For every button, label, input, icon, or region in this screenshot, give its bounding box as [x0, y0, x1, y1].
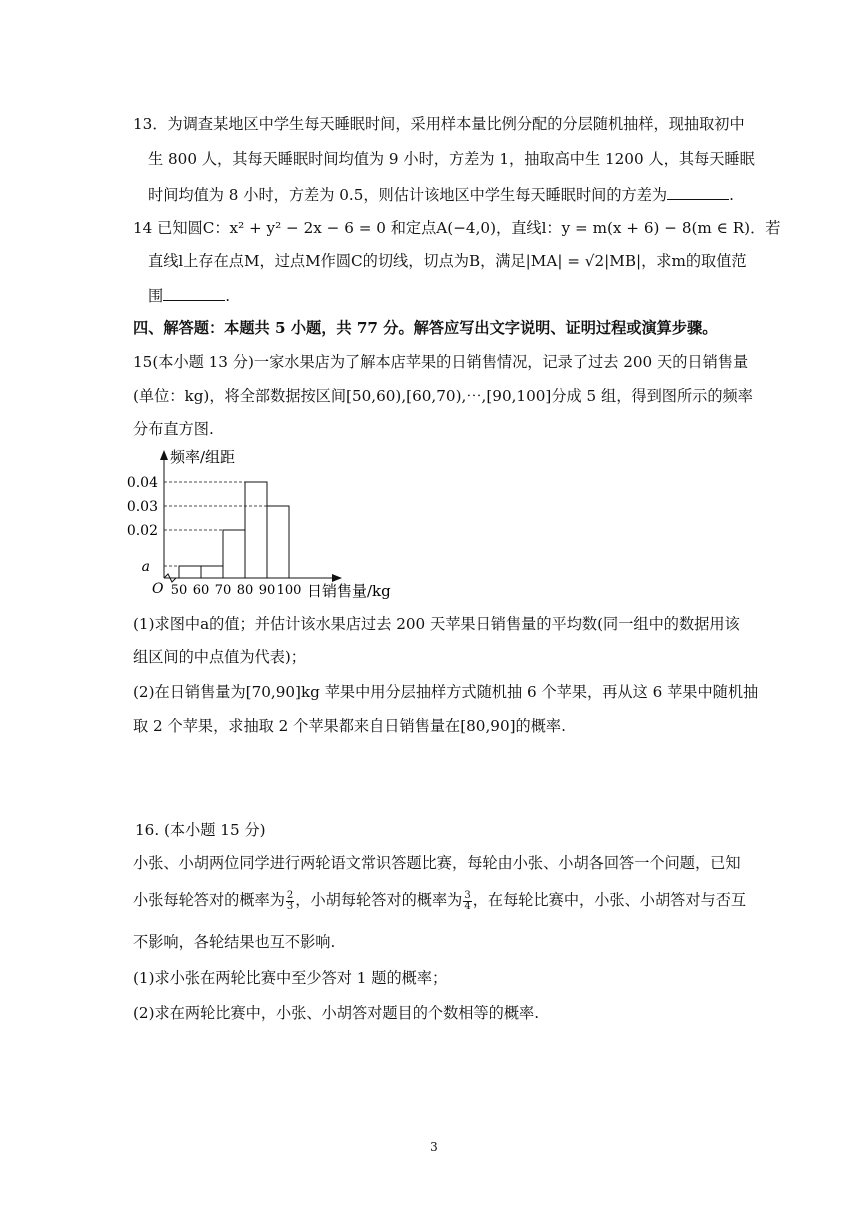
fraction-three-quarters: [463, 891, 471, 912]
histogram-bar: [245, 482, 267, 578]
q14-line2: 直线l上存在点M，过点M作圆C的切线，切点为B，满足|MA| = √2|MB|，求m的取值范: [148, 252, 747, 270]
q15-line1: 15(本小题 13 分)一家水果店为了解本店苹果的日销售情况，记录了过去 200 天的日销售量: [133, 353, 749, 371]
q16-line2-c: ，在每轮比赛中，小张、小胡答对与否互: [472, 891, 747, 909]
q16-part2: (2)求在两轮比赛中，小张、小胡答对题目的个数相等的概率.: [133, 1004, 540, 1022]
y-tick-label: 0.04: [126, 475, 158, 491]
y-tick-label: a: [141, 559, 150, 575]
q14-line3-text: 围: [148, 287, 164, 305]
q16-line3: 不影响，各轮结果也互不影响.: [133, 933, 336, 951]
x-tick-label: 50: [170, 583, 188, 598]
x-tick-label: 90: [258, 583, 276, 598]
histogram-bar: [201, 566, 223, 578]
answer-blank: [163, 285, 225, 301]
frac2-numerator: 3: [464, 889, 471, 901]
q16-line2: [133, 885, 746, 915]
frequency-histogram: [120, 440, 420, 600]
q16-title: 16. (本小题 15 分): [135, 821, 266, 839]
q14-line1: 14 已知圆C：x² + y² − 2x − 6 = 0 和定点A(−4,0)，直线l：y = m(x + 6) − 8(m ∈ R)．若: [133, 219, 781, 237]
frac1-numerator: 2: [286, 889, 294, 901]
q15-line2: (单位：kg)，将全部数据按区间[50,60),[60,70),⋯,[90,100]分成 5 组，得到图所示的频率: [133, 387, 753, 405]
origin-label: O: [152, 581, 164, 597]
q15-part1-line2: 组区间的中点值为代表)；: [133, 648, 306, 666]
q16-line2-a: 小张每轮答对的概率为: [133, 891, 285, 909]
q15-line3: 分布直方图.: [133, 420, 214, 438]
q16-part1: (1)求小张在两轮比赛中至少答对 1 题的概率；: [133, 969, 448, 987]
histogram-bar: [223, 530, 245, 578]
q16-line2-b: ，小胡每轮答对的概率为: [295, 891, 463, 909]
q15-part2-line1: (2)在日销售量为[70,90]kg 苹果中用分层抽样方式随机抽 6 个苹果，再从这 6 苹果中随机抽: [133, 683, 759, 701]
histogram-bar: [267, 506, 289, 578]
x-tick-label: 70: [214, 583, 232, 598]
q13-line3-text: 时间均值为 8 小时，方差为 0.5，则估计该地区中学生每天睡眠时间的方差为: [148, 186, 668, 204]
frac2-denominator: 4: [464, 900, 471, 912]
q14-line3-end: .: [225, 287, 231, 305]
x-tick-label: 60: [192, 583, 210, 598]
q14-line3: [148, 285, 230, 306]
q13-line3-end: .: [729, 186, 734, 204]
histogram-bar: [179, 566, 201, 578]
fraction-two-thirds: [286, 891, 294, 912]
q13-line1: 13．为调查某地区中学生每天睡眠时间，采用样本量比例分配的分层随机抽样，现抽取初中: [133, 115, 745, 133]
x-axis-label: 日销售量/kg: [307, 582, 391, 600]
section-heading: 四、解答题：本题共 5 小题，共 77 分。解答应写出文字说明、证明过程或演算步骤。: [133, 319, 718, 337]
q15-part1-line1: (1)求图中a的值；并估计该水果店过去 200 天苹果日销售量的平均数(同一组中的数据用该: [133, 615, 740, 633]
q15-part2-line2: 取 2 个苹果，求抽取 2 个苹果都来自日销售量在[80,90]的概率.: [133, 717, 566, 735]
x-tick-label: 80: [236, 583, 254, 598]
y-axis-arrow: [160, 450, 168, 460]
frac1-denominator: 3: [286, 900, 294, 912]
y-tick-label: 0.03: [126, 499, 158, 515]
y-tick-label: 0.02: [126, 523, 158, 539]
q16-line1: 小张、小胡两位同学进行两轮语文常识答题比赛，每轮由小张、小胡各回答一个问题，已知: [133, 854, 741, 872]
answer-blank: [667, 184, 729, 200]
y-axis-label: 频率/组距: [170, 448, 236, 466]
page-number: 3: [430, 1140, 438, 1154]
q13-line3: [148, 184, 734, 205]
x-tick-label: 100: [276, 583, 302, 598]
x-axis-arrow: [332, 574, 342, 582]
q13-line2: 生 800 人，其每天睡眠时间均值为 9 小时，方差为 1，抽取高中生 1200 人，其每天睡眠: [148, 150, 755, 168]
